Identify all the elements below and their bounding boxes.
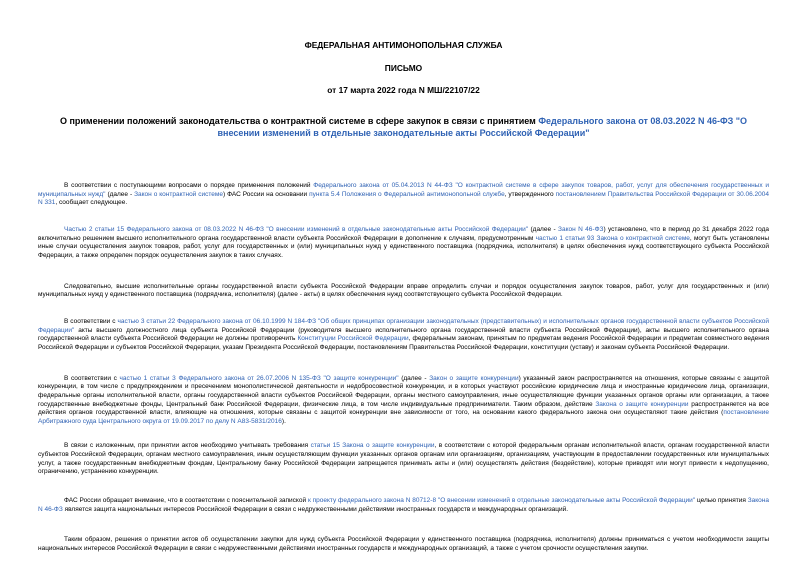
law-reference-link[interactable]: Частью 2 статьи 15 Федерального закона от 08.03.2022 N 46-ФЗ "О внесении изменений в отдельные законодательные акты Российской Федерации"	[64, 225, 529, 233]
law-reference-link[interactable]: Закон о контрактной системе	[134, 190, 223, 198]
paragraph-text: ).	[281, 417, 286, 425]
paragraph	[38, 536, 769, 553]
law-reference-link[interactable]: Закона N 46-ФЗ	[38, 497, 769, 513]
paragraph-text: ) установлено, что в период до 31 декабря 2022 года включительно решением высшего исполнительного органа государственной власти субъекта Российской Федерации в дополнение к случаям, предусмотренным	[38, 225, 769, 242]
paragraph-text: распространяется на все действия органов государственной власти, влияющие на отношения, которые связаны с защитой конкуренции вне зависимости от того, на основании какого федерального закона они осуществляют такие действия (	[38, 400, 769, 417]
document-body	[38, 182, 769, 554]
law-reference-link[interactable]: Закон о защите конкуренции	[429, 374, 519, 382]
paragraph-text: , сообщает следующее.	[55, 199, 128, 207]
paragraph	[38, 442, 769, 477]
paragraph-text: (далее -	[105, 190, 135, 198]
law-reference-link[interactable]: Закон N 46-ФЗ	[558, 225, 604, 233]
agency-title: ФЕДЕРАЛЬНАЯ АНТИМОНОПОЛЬНАЯ СЛУЖБА	[304, 40, 503, 50]
law-reference-link[interactable]: частью 1 статьи 3 Федерального закона от 26.07.2006 N 135-ФЗ "О защите конкуренции"	[119, 374, 399, 382]
law-reference-link[interactable]: Конституции Российской Федерации	[297, 335, 409, 343]
paragraph-text: , утвержденного	[504, 190, 556, 198]
paragraph-text: является защита национальных интересов Российской Федерации в связи с недружественными действиями иностранных государств и международных организаций.	[62, 505, 569, 513]
paragraph	[38, 182, 769, 208]
law-reference-link[interactable]: пункта 5.4 Положения о Федеральной антимонопольной службе	[309, 190, 505, 198]
paragraph	[38, 283, 769, 300]
document-type: ПИСЬМО	[384, 63, 423, 73]
paragraph-text: ) ФАС России на основании	[223, 190, 310, 198]
paragraph-text: В соответствии с	[64, 374, 120, 382]
subject-text: О применении положений законодательства о контрактной системе в сфере закупок в связи с принятием	[59, 116, 539, 126]
paragraph-text: (далее -	[398, 374, 430, 382]
paragraph-text: Следовательно, высшие исполнительные органы государственной власти субъекта Российской Федерации вправе определить случаи и порядок осуществления закупок товаров, работ, услуг для государственных и (или) муниципальных нужд у единственного поставщика (подрядчика, исполнителя) (далее - акты) в целях обеспечения нужд соответствующего субъекта Российской Федерации.	[38, 282, 769, 299]
law-reference-link[interactable]: постановление Арбитражного суда Центрального округа от 19.09.2017 по делу N А83-5831/2016	[38, 409, 769, 425]
law-reference-link[interactable]: Федерального закона от 05.04.2013 N 44-ФЗ "О контрактной системе в сфере закупок товаров, работ, услуг для обеспечения государственных и муниципальных нужд"	[38, 182, 769, 198]
paragraph-text: , в соответствии с которой федеральным органам исполнительной власти, органам государственной власти субъектов Российской Федерации, органам местного самоуправления, иным осуществляющим функции указанных органов органам или организациям, организациям, участвующим в предоставлении государственных или муниципальных услуг, а также государственным внебюджетным фондам, Центральному банку Российской Федерации запрещается принимать акты и (или) осуществлять действия (бездействие), которые приводят или могут привести к недопущению, ограничению, устранению конкуренции.	[38, 442, 769, 476]
paragraph-text: Таким образом, решения о принятии актов об осуществлении закупки для нужд субъекта Российской Федерации у единственного поставщика (подрядчика, исполнителя) должны приниматься с учетом необходимости защиты национальных интересов Российской Федерации в связи с недружественными действиями иностранных государств и международных организаций, а также с учетом срочности осуществления закупки.	[38, 536, 769, 553]
paragraph-text: ) указанный закон распространяется на отношения, которые связаны с защитой конкуренции, в том числе с предупреждением и пресечением монополистической деятельности и недобросовестной конкуренции, и в которых участвуют российские юридические лица и иностранные юридические лица, организации, федеральные органы исполнительной власти, органы государственной власти субъектов Российской Федерации, органы местного самоуправления, иные осуществляющие функции указанных органов органы или организации, а также государственные внебюджетные фонды, Центральный банк Российской Федерации, физические лица, в том числе индивидуальные предприниматели. Таким образом, действие	[38, 374, 769, 408]
law-reference-link[interactable]: статьи 15 Закона о защите конкуренции	[310, 442, 435, 450]
paragraph-text: В соответствии с	[64, 317, 118, 325]
paragraph-text: акты высшего должностного лица субъекта Российской Федерации (руководителя высшего исполнительного органа государственной власти субъекта Российской Федерации), акты высшего исполнительного органа государственной власти субъекта Российской Федерации не должны противоречить	[38, 326, 769, 343]
law-reference-link[interactable]: частью 1 статьи 93 Закона о контрактной системе	[535, 234, 690, 242]
law-reference-link[interactable]: Закона о защите конкуренции	[595, 400, 689, 408]
paragraph	[38, 375, 769, 427]
paragraph-text: , могут быть установлены иные случаи осуществления закупок товаров, работ, услуг для государственных и (или) муниципальных нужд у единственного поставщика (подрядчика, исполнителя) в целях обеспечения нужд соответствующего субъекта Российской Федерации, а также определен порядок осуществления закупок в таких случаях.	[38, 234, 770, 259]
paragraph	[38, 226, 769, 261]
paragraph-text: (далее -	[528, 225, 559, 233]
paragraph-text: ФАС России обращает внимание, что в соответствии с пояснительной запиской	[64, 497, 308, 505]
law-reference-link[interactable]: к проекту федерального закона N 80712-8 "О внесении изменений в отдельные законодательные акты Российской Федерации"	[307, 497, 696, 505]
paragraph	[38, 497, 769, 514]
paragraph	[38, 318, 769, 353]
document-date-number: от 17 марта 2022 года N МШ/22107/22	[327, 85, 480, 95]
law-reference-link[interactable]: постановлением Правительства Российской Федерации от 30.06.2004 N 331	[38, 190, 769, 207]
paragraph-text: целью принятия	[695, 497, 748, 505]
paragraph-text: , федеральным законам, принятым по предметам ведения Российской Федерации и предметам совместного ведения Российской Федерации и субъектов Российской Федерации, указам Президента Российской Федерации, постановлениям Правительства Российской Федерации, конституции (уставу) и законам субъекта Российской Федерации.	[38, 335, 770, 351]
subject-law-link[interactable]: Федерального закона от 08.03.2022 N 46-ФЗ "О внесении изменений в отдельные законодательные акты Российской Федерации"	[217, 116, 748, 138]
paragraph-text: В соответствии с поступающими вопросами о порядке применения положений	[64, 182, 314, 189]
document-subject	[50, 115, 757, 139]
law-reference-link[interactable]: частью 3 статьи 22 Федерального закона от 06.10.1999 N 184-ФЗ "Об общих принципах организации законодательных (представительных) и исполнительных органов государственной власти субъектов Российской Федерации"	[38, 317, 770, 334]
paragraph-text: В связи с изложенным, при принятии актов необходимо учитывать требования	[64, 442, 311, 450]
